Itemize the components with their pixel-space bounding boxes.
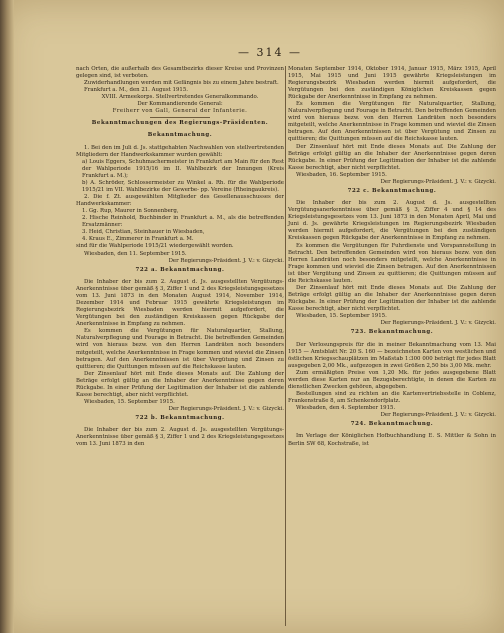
left-column: [76, 66, 284, 449]
continuation-para: Monaten September 1914, Oktober 1914, Januar 1915, März 1915, April 1915, Mai 1915 und Juni 1915 gewährte Kriegsleistungen im Regierungsbezirk Wiesbaden werden hiermit aufgefordert, die Vergütungen bei den zuständigen Königlichen Kreiskassen gegen Rückgabe der Anerkenntnisse in Empfang zu nehmen.: [288, 66, 496, 101]
sign-role: Der Kommandierende General:: [137, 101, 223, 108]
notice-722c-heading: [288, 188, 496, 195]
notice-721-member-1: 1. Gg. Rup, Maurer in Sonnenberg,: [82, 208, 179, 215]
continuation-date: Wiesbaden, 16. September 1915.: [296, 171, 387, 178]
notice-723-para-1: Der Verlosungspreis für die in meiner Bekanntmachung vom 13. Mai 1915 — Amtsblatt Nr. 20 S. 160 — bezeichneten Karten von westlichen und östlichen Kriegsschauplätzen im Maßstab 1:300 000 beträgt für jedes Blatt ausgegeben 2,00 Mk., aufgezogen in zwei Größen 2,50 bis 3,00 Mk. mehr.: [288, 341, 496, 369]
continuation-signer: Der Regierungs-Präsident. J. V.: v. Gizycki.: [380, 178, 496, 185]
notice-722c-para-2: Es kommen die Vergütungen für Fuhrdienste und Vorspannstellung in Betracht. Den betreffenden Gemeinden wird von hieraus bezw. von den Herren Landräten noch besonders mitgeteilt, welche Anerkenntnisse in Frage kommen und wieviel die Zinsen betragen. Auf den Anerkenntnissen ist über Vergütung und Zinsen zu quittieren; die Quittungen müssen auf die Reichskasse lauten.: [288, 242, 496, 284]
section-title: Bekanntmachungen des Regierungs-Präsidenten.: [91, 119, 269, 126]
notice-724-para: Im Verlage der Königlichen Hofbuchhandlung E. S. Mittler & Sohn in Berlin SW 68, Kochstraße, ist: [288, 433, 496, 447]
notice-722a-para-2: Es kommen die Vergütungen für Naturalquartier, Stallung, Naturalverpflegung und Fourage in Betracht. Die betreffenden Gemeinden wird von hieraus bezw. von den Herren Landräten noch besonders mitgeteilt, welche Anerkenntnisse in Frage kommen und wieviel die Zinsen betragen. Auf den Anerkenntnissen ist über Vergütung und Zinsen zu quittieren; die Quittungen müssen auf die Reichskasse lauten.: [76, 328, 284, 370]
right-column: [288, 66, 496, 448]
notice-724-heading: [288, 421, 496, 428]
notice-722a-signer: Der Regierungs-Präsident. J. V.: v. Gizycki.: [168, 405, 284, 412]
notice-724-title: Bekanntmachung.: [368, 421, 434, 428]
notice-721-heading: Bekanntmachung.: [147, 132, 213, 139]
notice-722c-number: 722 c.: [347, 187, 370, 194]
notice-722a-para-1: Die Inhaber der bis zum 2. August d. Js. ausgestellten Vergütungs-Anerkenntnisse über gemäß § 3, Ziffer 1 und 2 des Kriegsleistungsgesetzes vom 13. Juni 1873 in den Monaten August 1914, November 1914, Dezember 1914 und Februar 1915 gewährte Kriegsleistungen im Regierungsbezirk Wiesbaden werden hiermit aufgefordert, die Vergütungen bei den zuständigen Kreiskassen gegen Rückgabe der Anerkenntnisse in Empfang zu nehmen.: [76, 279, 284, 328]
notice-723-signer: Der Regierungs-Präsident. J. V.: v. Gizycki.: [380, 411, 496, 418]
notice-723-date: Wiesbaden, den 4. September 1915.: [296, 404, 396, 411]
notice-721-date: Wiesbaden, den 11. September 1915.: [84, 250, 187, 257]
notice-722b-title: Bekanntmachung.: [160, 414, 225, 421]
notice-722b-para: Die Inhaber der bis zum 2. August d. Js. ausgestellten Vergütungs-Anerkenntnisse über gemäß § 3, Ziffer 1 und 2 des Kriegsleistungsgesetzes vom 13. Juni 1873 in den: [76, 427, 284, 448]
column-divider: [285, 66, 286, 626]
notice-721-text: 1. Bei den im Juli d. Js. stattgehabten Nachwahlen von stellvertretenden Mitgliedern der Handwerkskammer wurden gewählt:: [76, 144, 284, 158]
notice-723-title: Bekanntmachung.: [368, 329, 434, 336]
notice-722a-number: 722 a.: [135, 266, 158, 273]
notice-721-member-2: 2. Hische Reinhold, Buchbinder in Frankfurt a. M., als die betreffenden Ersatzmänner:: [82, 215, 284, 229]
notice-721-item-b: b) A. Schröder, Schlossermeister zu Winkel a. Rh. für die Wahlperiode 1915/21 im VII. Wahlbezirke der Gewerbe- pp. Vereine (Rheingaukreis).: [82, 180, 284, 194]
notice-723-para-3: Bestellungen sind zu richten an die Kartenvertriebsstelle in Coblenz, Frankenstraße 8, am Schenkendorfplatz.: [288, 390, 496, 404]
sign-corps: XVIII. Armeekorps. Stellvertretendes Generalkommando.: [101, 94, 259, 101]
notice-722a-date: Wiesbaden, 15. September 1915.: [84, 398, 175, 405]
notice-721-text3: sind für die Wahlperiode 1915/21 wiedergewählt worden.: [76, 243, 234, 250]
notice-721-text2: 2. Die f. Zt. ausgewählten Mitglieder des Gesellenausschusses der Handwerkskammer:: [76, 194, 284, 208]
notice-721-signer: Der Regierungs-Präsident. J. V.: v. Gizycki.: [168, 257, 284, 264]
notice-722c-title: Bekanntmachung.: [371, 187, 437, 194]
notice-722c-para-1: Die Inhaber der bis zum 2. August d. Js. ausgestellten Vergütungsanerkenntnisse über gemäß § 3, Ziffer 4 und § 14 des Kriegsleistungsgesetzes vom 13. Juni 1873 in den Monaten April, Mai und Juni d. Js. gewährte Kriegsleistungen im Regierungsbezirk Wiesbaden werden hiermit aufgefordert, die Vergütungen bei den zuständigen Kreiskassen gegen Rückgabe der Anerkenntnisse in Empfang zu nehmen.: [288, 200, 496, 242]
notice-723-number: 723.: [350, 329, 367, 336]
notice-722b-number: 722 b.: [135, 414, 158, 421]
notice-722a-title: Bekanntmachung.: [160, 266, 225, 273]
continuation-para-2: Es kommen die Vergütungen für Naturalquartier, Stallung, Naturalverpflegung und Fourage in Betracht. Den betreffenden Gemeinden wird von hieraus bezw. von den Herren Landräten noch besonders mitgeteilt, welche Anerkenntnisse in Frage kommen und wieviel die Zinsen betragen. Auf den Anerkenntnissen ist über Vergütung und Zinsen zu quittieren; die Quittungen müssen auf die Reichskasse lauten.: [288, 101, 496, 143]
notice-722c-signer: Der Regierungs-Präsident. J. V.: v. Gizycki.: [380, 320, 496, 327]
sign-name: Freiherr von Gall, General der Infanterie.: [112, 108, 248, 115]
notice-722a-heading: [76, 267, 284, 274]
notice-721-item-a: a) Louis Eggers, Schuhmachermeister in Frankfurt am Main für den Rest der Wahlperiode 1915/16 im II. Wahlbezirk der Innungen (Kreis Frankfurt a. M.);: [82, 158, 284, 179]
notice-722c-para-3: Der Zinsenlauf hört mit Ende dieses Monats auf. Die Zahlung der Beträge erfolgt gültig an die Inhaber der Anerkenntnisse gegen deren Rückgabe. In einer Prüfung der Legitimation der Inhaber ist die zahlende Kasse berechtigt, aber nicht verpflichtet.: [288, 284, 496, 312]
notice-722b-heading: [76, 415, 284, 422]
section-divider: [150, 117, 210, 118]
sign-date: Frankfurt a. M., den 21. August 1915.: [84, 87, 188, 94]
notice-721-member-3: 3. Heid, Christian, Steinhauer in Wiesbaden,: [82, 229, 205, 236]
notice-721-member-4: 4. Kraus E., Zimmerer in Frankfurt a. M.: [82, 236, 194, 243]
notice-722c-date: Wiesbaden, 15. September 1915.: [296, 312, 387, 319]
notice-724-number: 724.: [350, 421, 367, 428]
book-spine: [0, 0, 14, 633]
page-number: — 314 —: [238, 46, 302, 59]
continuation-para-3: Der Zinsenlauf hört mit Ende dieses Monats auf. Die Zahlung der Beträge erfolgt gültig an die Inhaber der Anerkenntnisse gegen deren Rückgabe. In einer Prüfung der Legitimation der Inhaber ist die zahlende Kasse berechtigt, aber nicht verpflichtet.: [288, 143, 496, 171]
notice-722a-para-3: Der Zinsenlauf hört mit Ende dieses Monats auf. Die Zahlung der Beträge erfolgt gültig an die Inhaber der Anerkenntnisse gegen deren Rückgabe. In einer Prüfung der Legitimation der Inhaber ist die zahlende Kasse berechtigt, aber nicht verpflichtet.: [76, 370, 284, 398]
notice-723-para-2: Zum ermäßigten Preise von 1,20 Mk. für jedes ausgegebene Blatt werden diese Karten nur an Bezugsberechtigte, in denen die Karten zu dienstlichen Zwecken gehören, abgegeben.: [288, 369, 496, 390]
notice-723-heading: [288, 329, 496, 336]
intro-paragraph-2: Zuwiderhandlungen werden mit Gefängnis bis zu einem Jahre bestraft.: [84, 80, 279, 87]
intro-paragraph-1: nach Orten, die außerhalb des Gesamtbezirks dieser Kreise und Provinzen gelegen sind, ist verboten.: [76, 66, 284, 80]
